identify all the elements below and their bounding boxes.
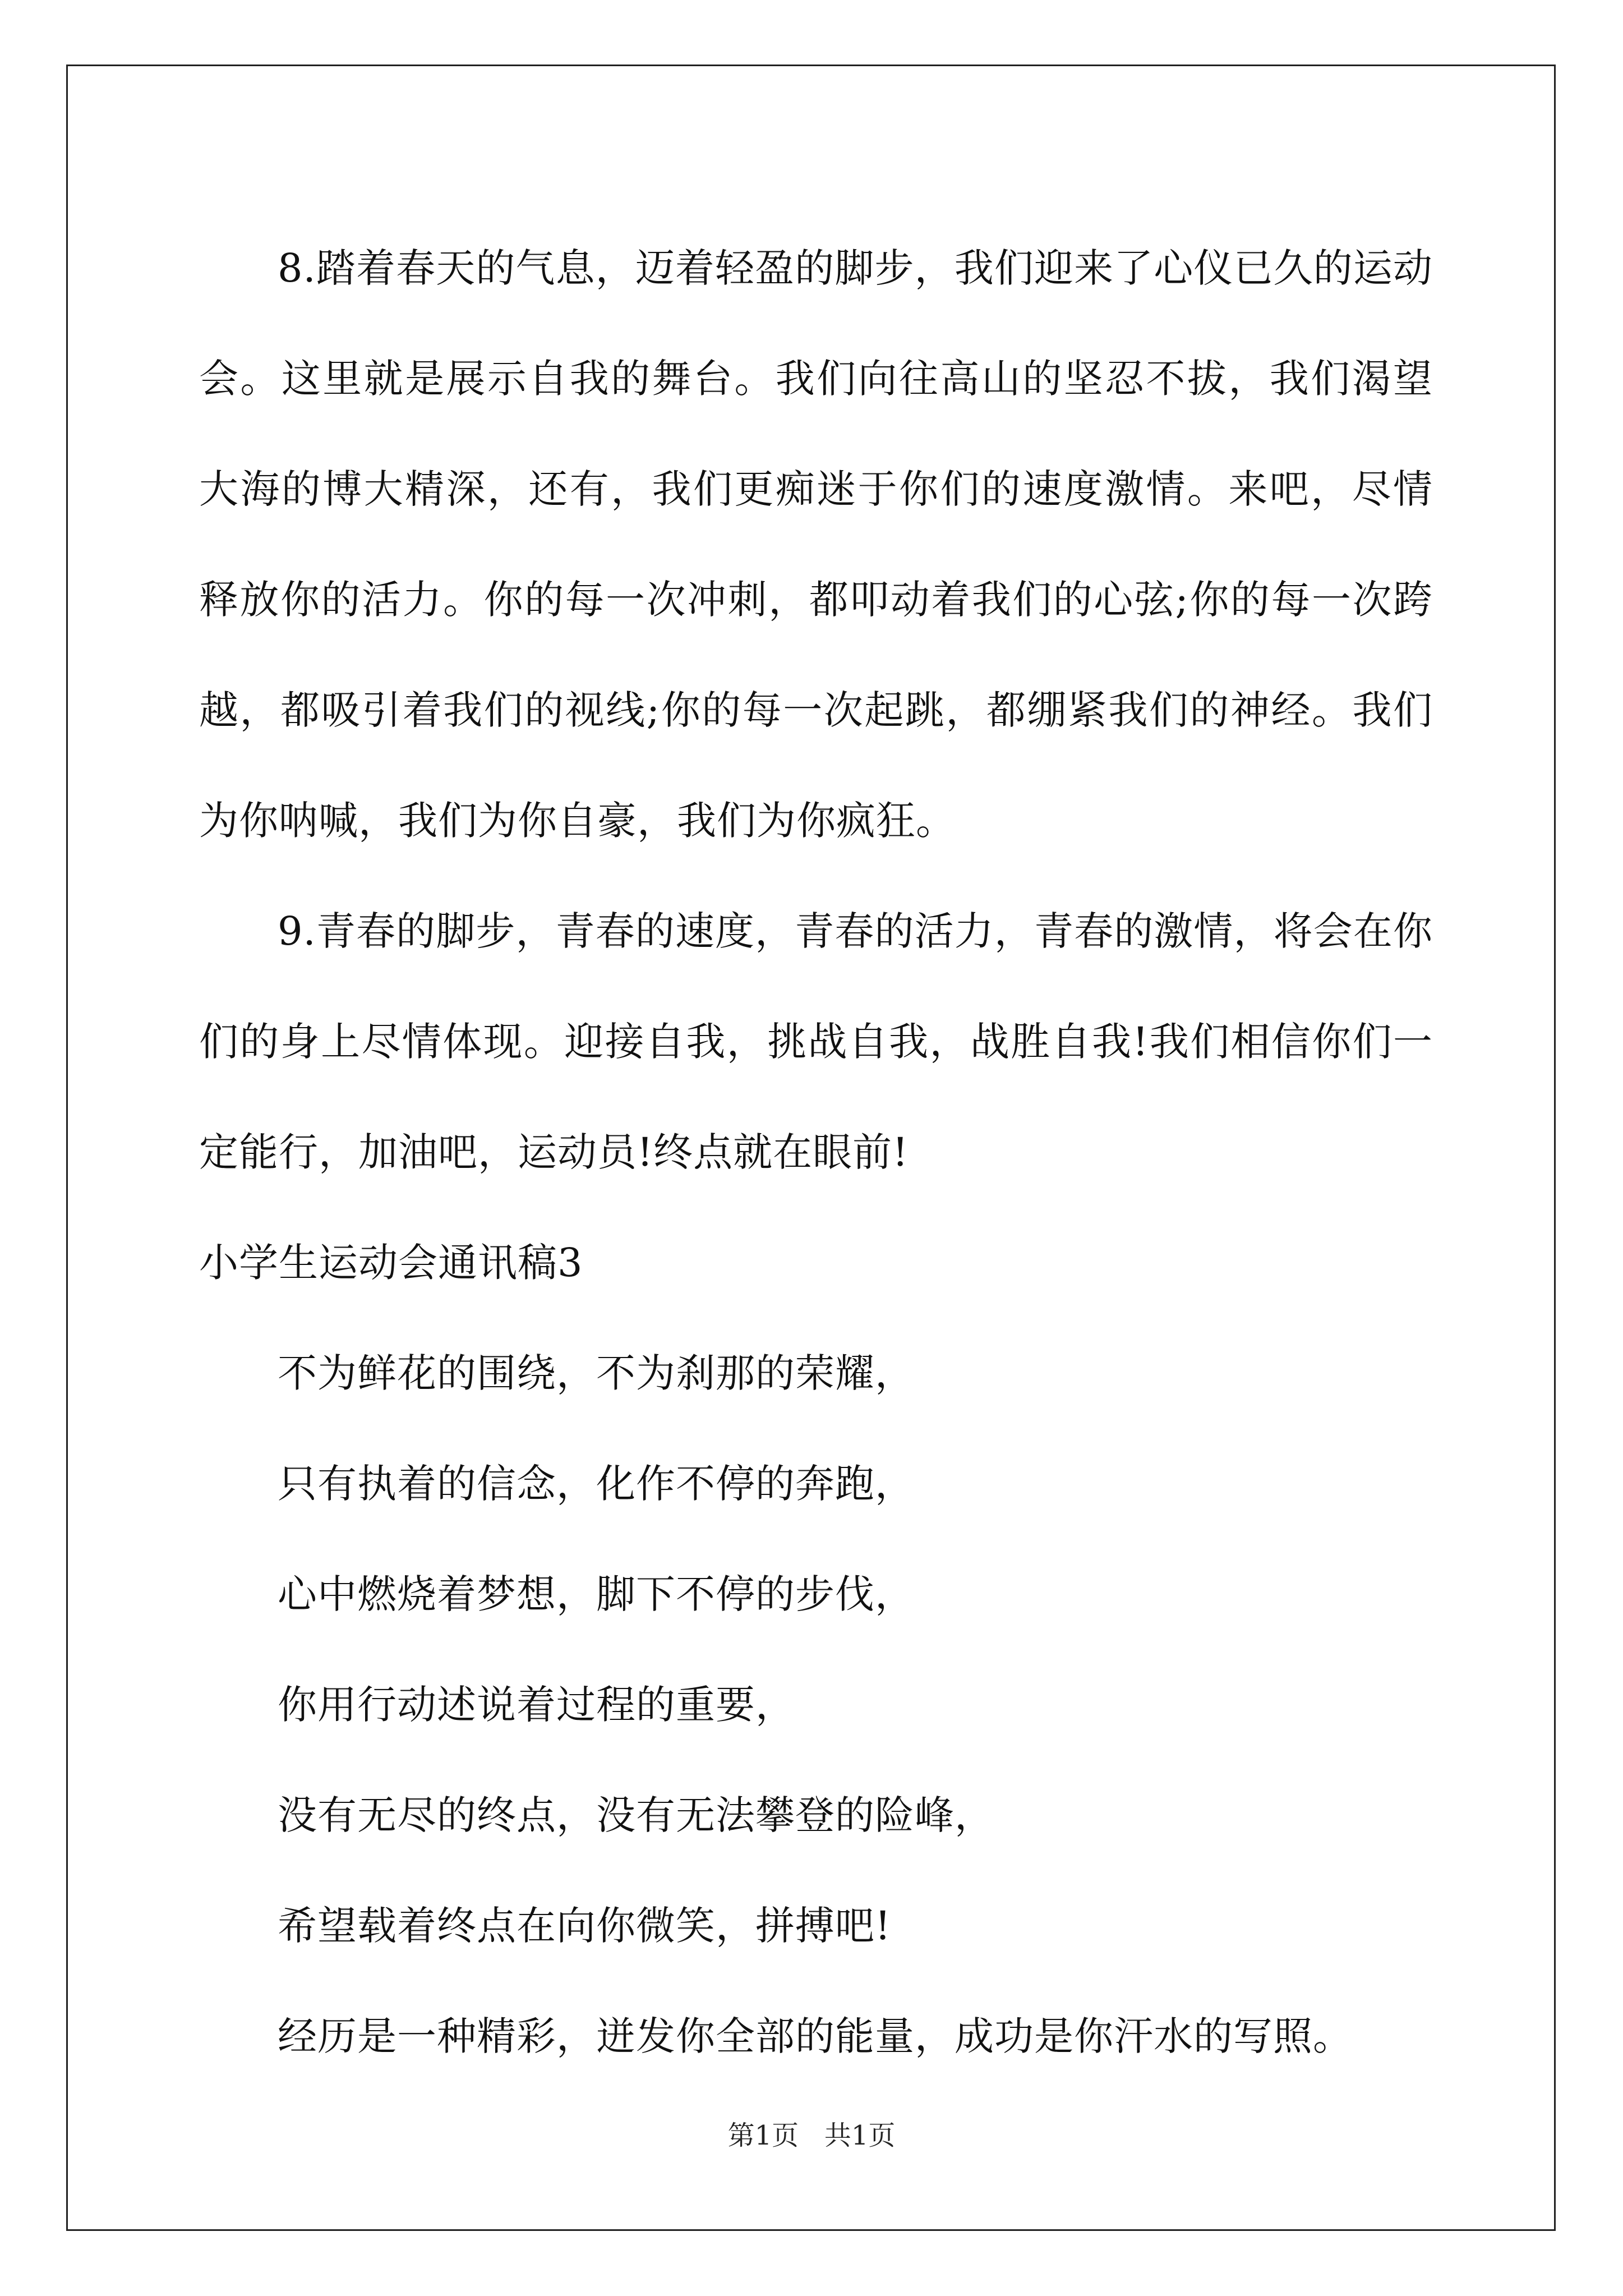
document-body bbox=[199, 213, 1433, 2092]
page-footer bbox=[0, 2114, 1623, 2152]
poem-line: 只有执着的信念，化作不停的奔跑， bbox=[278, 1461, 915, 1507]
poem-line: 经历是一种精彩，迸发你全部的能量，成功是你汗水的写照。 bbox=[278, 2013, 1353, 2059]
poem-line: 希望载着终点在向你微笑，拼搏吧! bbox=[278, 1903, 892, 1949]
poem-line: 你用行动述说着过程的重要， bbox=[278, 1682, 795, 1728]
paragraph-9: 9.青春的脚步，青春的速度，青春的活力，青春的激情，将会在你们的身上尽情体现。迎接自我，挑战自我，战胜自我!我们相信你们一定能行，加油吧，运动员!终点就在眼前! bbox=[199, 908, 1433, 1175]
poem-line: 没有无尽的终点，没有无法攀登的险峰， bbox=[278, 1792, 994, 1838]
page-number-label: 第1页 共1页 bbox=[727, 2120, 896, 2151]
section-title: 小学生运动会通讯稿3 bbox=[199, 1240, 583, 1286]
poem-line: 不为鲜花的围绕，不为刹那的荣耀， bbox=[278, 1350, 915, 1396]
poem-line: 心中燃烧着梦想，脚下不停的步伐， bbox=[278, 1571, 915, 1617]
paragraph-8: 8.踏着春天的气息，迈着轻盈的脚步，我们迎来了心仪已久的运动会。这里就是展示自我的舞台。我们向往高山的坚忍不拔，我们渴望大海的博大精深，还有，我们更痴迷于你们的速度激情。来吧，尽情释放你的活力。你的每一次冲刺，都叩动着我们的心弦;你的每一次跨越，都吸引着我们的视线;你的每一次起跳，都绷紧我们的神经。我们为你呐喊，我们为你自豪，我们为你疯狂。 bbox=[199, 245, 1433, 844]
